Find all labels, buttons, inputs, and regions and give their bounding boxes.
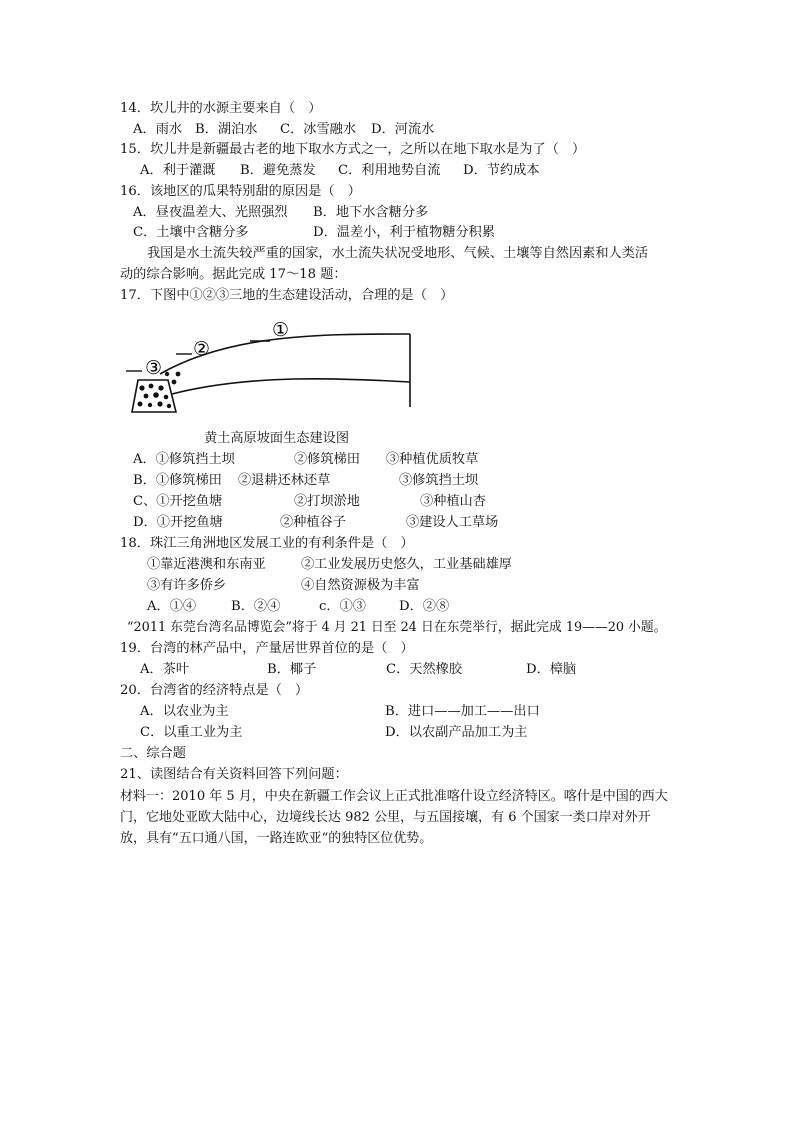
q14-stem: 14．坎儿井的水源主要来自（ ） [120, 101, 322, 116]
q14-option-b: B．湖泊水 [195, 122, 258, 137]
q17-option-a-2: ②修筑梯田 [294, 452, 360, 467]
q17-option-d-2: ②种植谷子 [280, 515, 346, 530]
q17-option-c-3: ③种植山杏 [420, 494, 486, 509]
q15-option-b: B．避免蒸发 [240, 163, 316, 178]
q20-option-d: D．以农副产品加工为主 [385, 725, 528, 740]
q14-option-c: C．冰雪融水 [280, 122, 357, 137]
q17-option-d-3: ③建设人工草场 [406, 515, 499, 530]
q17-option-c-1: C、①开挖鱼塘 [133, 494, 223, 509]
q17-option-a-1: A．①修筑挡土坝 [133, 452, 235, 467]
q17-option-b-2: ②退耕还林还草 [238, 473, 331, 488]
q19-option-c: C．天然橡胶 [386, 662, 463, 677]
section-heading: 二、综合题 [120, 746, 186, 761]
q18-stem: 18．珠江三角洲地区发展工业的有利条件是（ ） [120, 536, 414, 551]
q17-option-c-2: ②打坝淤地 [294, 494, 360, 509]
q15-option-c: C．利用地势自流 [338, 163, 441, 178]
q20-option-c: C．以重工业为主 [140, 725, 243, 740]
intro-19: “2011 东莞台湾名品博览会”将于 4 月 21 日至 24 日在东莞举行，据此完成 19——20 小题。 [127, 620, 667, 635]
q20-option-a: A．以农业为主 [140, 704, 229, 719]
q16-option-b: B．地下水含糖分多 [313, 205, 429, 220]
q17-option-b-1: B．①修筑梯田 [133, 473, 222, 488]
diagram-label-2: ② [193, 338, 211, 360]
q18-cond-3: ③有许多侨乡 [147, 578, 227, 593]
q17-stem: 17．下图中①②③三地的生态建设活动，合理的是（ ） [120, 288, 454, 303]
loess-plateau-slope-diagram [120, 312, 420, 422]
intro-17-line2: 动的综合影响。据此完成 17～18 题： [120, 267, 347, 282]
q17-option-d-1: D．①开挖鱼塘 [133, 515, 223, 530]
q16-option-c: C．土壤中含糖分多 [133, 225, 249, 240]
q19-option-b: B．椰子 [267, 662, 317, 677]
q15-stem: 15．坎儿井是新疆最古老的地下取水方式之一，之所以在地下取水是为了（ ） [120, 142, 586, 157]
q20-option-b: B．进口——加工——出口 [385, 704, 540, 719]
q21-material: 材料一：2010 年 5 月，中央在新疆工作会议上正式批准喀什设立经济特区。喀什是中国的西大门，它地处亚欧大陆中心，边境线长达 982 公里，与五国接壤，有 6 个国家一类口岸对外开放，具有“五口通八国，一路连欧亚“的独特区位优势。 [120, 789, 668, 846]
q18-option-c: c．①③ [319, 599, 366, 614]
q17-option-a-3: ③种植优质牧草 [386, 452, 479, 467]
diagram-label-3: ③ [145, 357, 163, 379]
intro-17-line1: 我国是水土流失较严重的国家，水土流失状况受地形、气候、土壤等自然因素和人类活 [147, 246, 649, 261]
q16-option-a: A．昼夜温差大、光照强烈 [133, 205, 288, 220]
q14-option-d: D．河流水 [371, 122, 435, 137]
q16-option-d: D．温差小，利于植物糖分积累 [313, 225, 496, 240]
q21-stem: 21、读图结合有关资料回答下列问题： [120, 767, 348, 782]
q18-cond-2: ②工业发展历史悠久，工业基础雄厚 [301, 557, 512, 572]
q19-stem: 19．台湾的林产品中，产量居世界首位的是（ ） [120, 641, 414, 656]
diagram-label-1: ① [272, 319, 290, 341]
q18-option-b: B．②④ [231, 599, 281, 614]
q18-option-a: A．①④ [147, 599, 197, 614]
q19-option-d: D．樟脑 [526, 662, 577, 677]
q15-option-d: D．节约成本 [463, 163, 540, 178]
q18-option-d: D．②⑧ [399, 599, 450, 614]
q20-stem: 20．台湾省的经济特点是（ ） [120, 683, 309, 698]
q14-option-a: A．雨水 [133, 122, 183, 137]
q18-cond-4: ④自然资源极为丰富 [301, 578, 420, 593]
q17-option-b-3: ③修筑挡土坝 [399, 473, 479, 488]
q19-option-a: A．茶叶 [140, 662, 190, 677]
diagram-caption: 黄土高原坡面生态建设图 [204, 431, 350, 446]
q18-cond-1: ①靠近港澳和东南亚 [147, 557, 266, 572]
q16-stem: 16．该地区的瓜果特别甜的原因是（ ） [120, 184, 361, 199]
q15-option-a: A．利于灌溉 [140, 163, 216, 178]
